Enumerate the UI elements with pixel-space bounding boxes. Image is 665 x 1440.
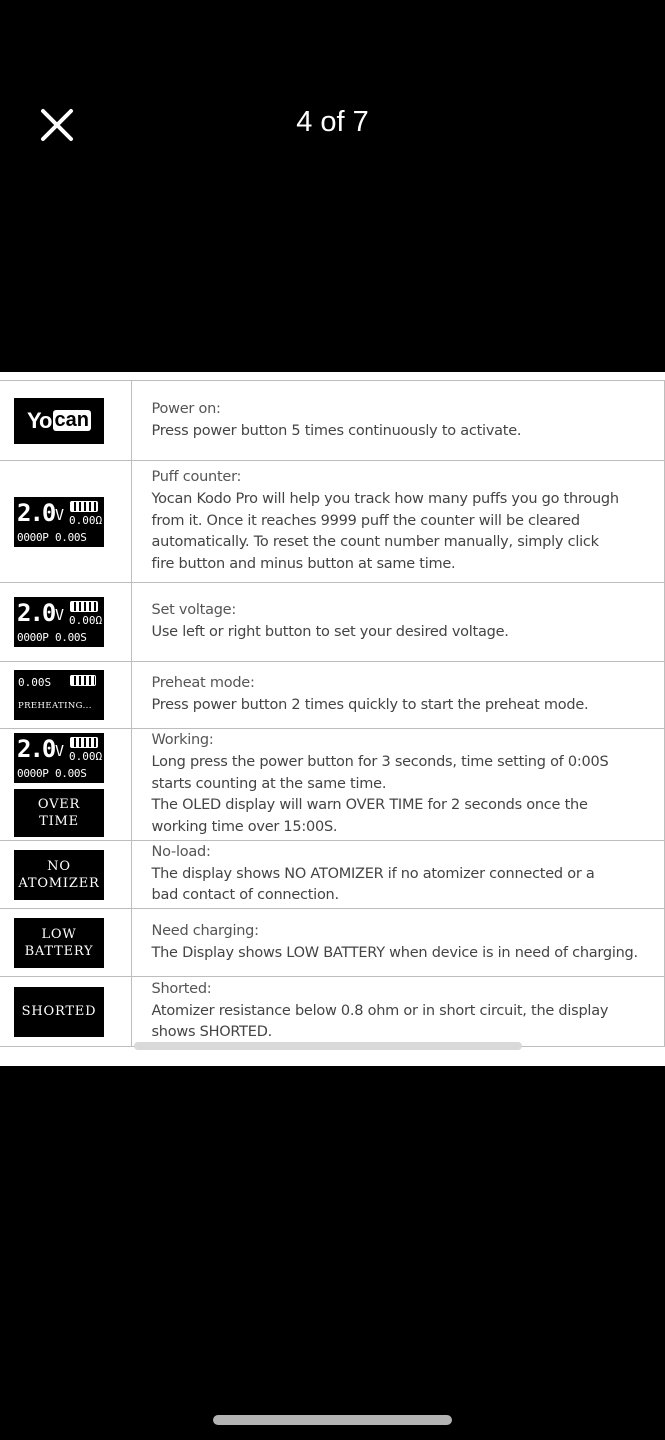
row-heading: Working: <box>151 732 214 748</box>
row-heading: Preheat mode: <box>151 675 255 692</box>
row-text: The OLED display will warn OVER TIME for 2 seconds once the <box>151 797 588 814</box>
row-text: automatically. To reset the count number manually, simply click <box>151 534 599 551</box>
low-battery-display: LOW BATTERY <box>14 918 104 968</box>
row-text: Use left or right button to set your desired voltage. <box>151 624 509 640</box>
home-indicator[interactable] <box>213 1415 452 1425</box>
battery-icon <box>70 737 98 748</box>
row-text: from it. Once it reaches 9999 puff the counter will be cleared <box>151 512 580 529</box>
row-text: shows SHORTED. <box>151 1024 272 1041</box>
oled-voltage-display: 2.0 V 0.00Ω 0000P 0.00S <box>14 597 104 647</box>
no-atomizer-display: NO ATOMIZER <box>14 850 104 900</box>
row-heading: No-load: <box>151 843 211 860</box>
table-row <box>0 909 665 977</box>
table-row <box>0 662 665 729</box>
manual-table <box>0 380 665 1047</box>
image-counter: 4 of 7 <box>296 106 369 138</box>
row-text: The display shows NO ATOMIZER if no atomizer connected or a <box>151 865 595 882</box>
row-heading: Shorted: <box>151 980 212 997</box>
battery-icon <box>70 601 98 612</box>
row-text: bad contact of connection. <box>151 887 339 904</box>
battery-icon <box>70 675 96 686</box>
row-text: Atomizer resistance below 0.8 ohm or in short circuit, the display <box>151 1002 609 1019</box>
row-text: working time over 15:00S. <box>151 819 338 836</box>
row-heading: Puff counter: <box>151 469 242 485</box>
oled-voltage-display: 2.0 V 0.00Ω 0000P 0.00S <box>14 733 104 783</box>
row-text: The Display shows LOW BATTERY when device is in need of charging. <box>151 944 638 961</box>
row-text: Long press the power button for 3 seconds, time setting of 0:00S <box>151 753 609 770</box>
row-heading: Power on: <box>151 400 221 417</box>
row-text: starts counting at the same time. <box>151 775 387 792</box>
oled-preheat-display: 0.00S PREHEATING... <box>14 670 104 720</box>
row-text: Press power button 2 times quickly to start the preheat mode. <box>151 697 589 713</box>
row-text: fire button and minus button at same time. <box>151 556 456 573</box>
table-row <box>0 729 665 841</box>
shorted-display: SHORTED <box>14 987 104 1037</box>
row-heading: Need charging: <box>151 922 259 939</box>
table-row <box>0 381 665 461</box>
image-scrollbar[interactable] <box>134 1042 522 1050</box>
row-text: Yocan Kodo Pro will help you track how many puffs you go through <box>151 490 619 507</box>
row-text: Press power button 5 times continuously to activate. <box>151 422 522 439</box>
battery-icon <box>70 501 98 512</box>
over-time-display: OVER TIME <box>14 789 104 837</box>
manual-image[interactable] <box>0 372 665 1066</box>
table-row <box>0 583 665 662</box>
table-row <box>0 841 665 909</box>
oled-voltage-display: 2.0 V 0.00Ω 0000P 0.00S <box>14 497 104 547</box>
yocan-logo: Yo can <box>14 398 104 444</box>
row-heading: Set voltage: <box>151 602 236 619</box>
table-row <box>0 977 665 1047</box>
table-row <box>0 461 665 583</box>
